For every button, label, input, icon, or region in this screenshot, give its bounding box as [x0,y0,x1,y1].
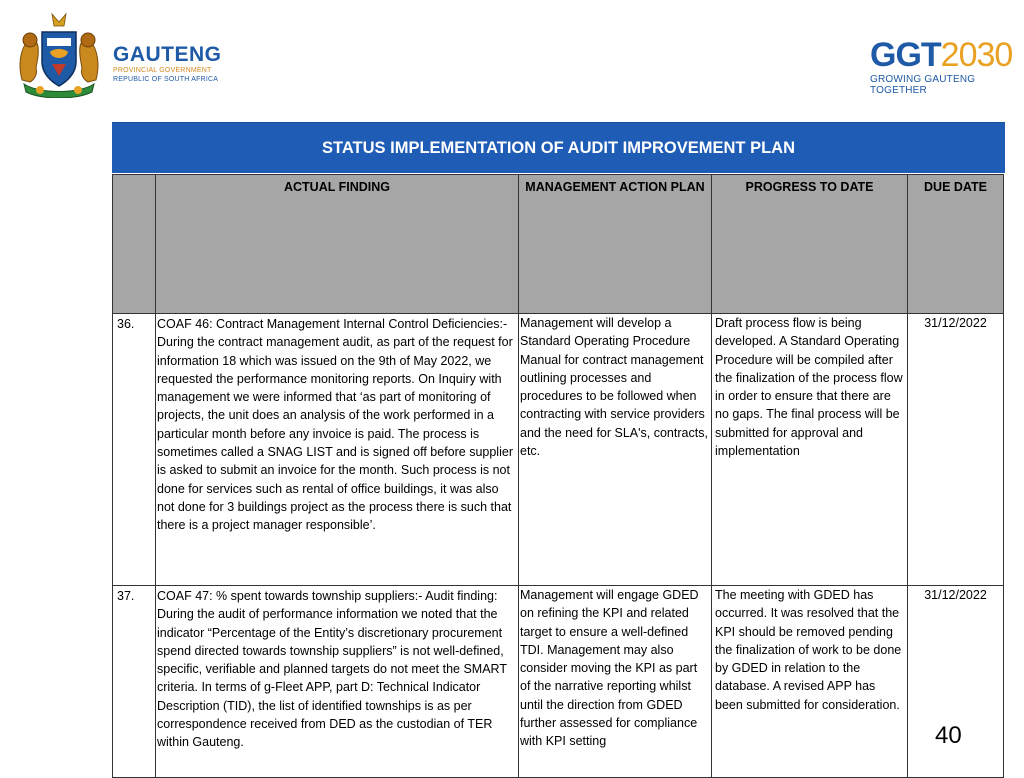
header-num [113,175,156,314]
audit-improvement-table [112,174,1004,778]
year-part: 2030 [940,36,1013,74]
coat-of-arms-icon [14,10,104,98]
row-progress: Draft process flow is being developed. A Standard Operating Procedure will be compiled after the finalization of the process flow in order to ensure that there are no gaps. The final process will be submitted for approval and implementation [712,314,908,586]
gauteng-wordmark [113,44,222,84]
header-management-action-plan: MANAGEMENT ACTION PLAN [519,175,712,314]
row-due-date: 31/12/2022 [908,586,1004,778]
ggt2030-logo [870,38,1024,96]
gauteng-title: GAUTENG [113,43,222,66]
ggt-tagline: GROWING GAUTENG TOGETHER [870,74,976,96]
table-row [113,314,1004,586]
gauteng-line1: PROVINCIAL GOVERNMENT [113,67,212,74]
row-number: 37. [113,586,156,778]
table-row [113,586,1004,778]
row-due-date: 31/12/2022 [908,314,1004,586]
audit-table [112,174,1003,778]
row-finding: COAF 47: % spent towards township suppliers:- Audit finding: During the audit of performance information we noted that the indicator “Percentage of the Entity’s discretionary procurement spend directed towards township suppliers” is not well-defined, specific, verifiable and planned targets do not meet the SMART criteria. In terms of g-Fleet APP, part D: Technical Indicator Description (TID), the list of identified townships is as per correspondence received from DED as the custodian of TER within Gauteng. [156,586,519,778]
row-progress: The meeting with GDED has occurred. It was resolved that the KPI should be removed pending the finalization of work to be done by GDED in relation to the database. A revised APP has been submitted for consideration. [712,586,908,778]
row-plan: Management will engage GDED on refining the KPI and related target to ensure a well-defined TDI. Management may also consider moving the KPI as part of the narrative reporting whilst until the direction from GDED further assessed for compliance with KPI setting [519,586,712,778]
header-progress-to-date: PROGRESS TO DATE [712,175,908,314]
row-finding: COAF 46: Contract Management Internal Control Deficiencies:- During the contract management audit, as part of the request for information 18 which was issued on the 9th of May 2022, we requested the performance monitoring reports. On Inquiry with management we were informed that ‘as part of monitoring of projects, the unit does an analysis of the work performed in a particular month before any invoice is paid. The process is sometimes called a SNAG LIST and is signed off before supplier is asked to submit an invoice for the month. Such process is not done for services such as rental of office buildings, it was also not done for 3 buildings project as the process there is such that there is a project manager responsible’. [156,314,519,586]
slide-title-banner [112,122,1005,173]
slide-title: STATUS IMPLEMENTATION OF AUDIT IMPROVEMENT PLAN [322,138,795,157]
page-number: 40 [935,722,962,749]
ggt2030-wordmark [870,38,1024,72]
gauteng-line2: REPUBLIC OF SOUTH AFRICA [113,76,219,83]
row-number: 36. [113,314,156,586]
header-actual-finding: ACTUAL FINDING [156,175,519,314]
table-header-row [113,175,1004,314]
header-due-date: DUE DATE [908,175,1004,314]
row-plan: Management will develop a Standard Operating Procedure Manual for contract management outlining processes and procedures to be followed when contracting with service providers and the need for SLA's, contracts, etc. [519,314,712,586]
ggt-part: GGT [870,36,941,74]
